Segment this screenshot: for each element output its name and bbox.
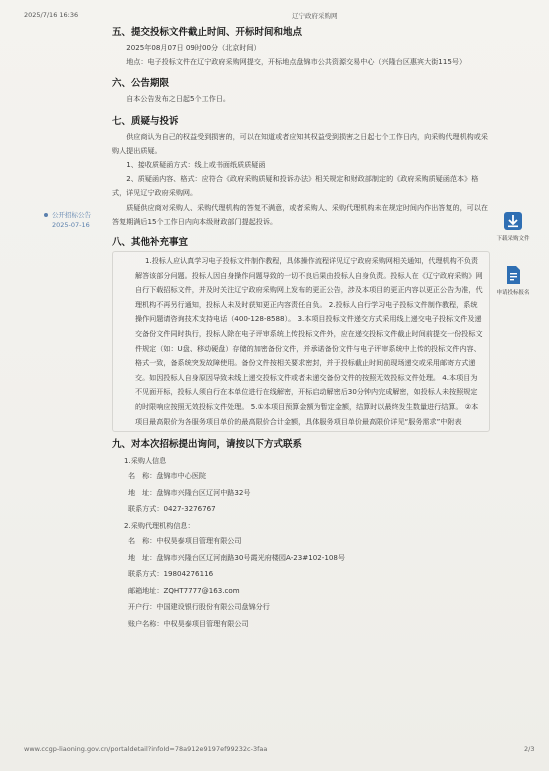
site-title: 辽宁政府采购网 xyxy=(292,12,338,20)
page-number: 2/3 xyxy=(524,745,535,753)
section-9-title: 九、对本次招标提出询问，请按以下方式联系 xyxy=(112,439,303,451)
agent-bank-row: 开户行：中国建设银行股份有限公司盘锦分行 xyxy=(128,599,490,616)
bullet-dot-icon xyxy=(44,213,48,217)
sidebar-announcement[interactable] xyxy=(44,210,91,230)
sidebar-date: 2025-07-16 xyxy=(52,221,90,229)
agent-account-name-row: 账户名称：中权昊泰项目管理有限公司 xyxy=(128,616,490,633)
sidebar-label: 公开招标公告 xyxy=(52,211,91,219)
agent-address-row: 地 址：盘锦市兴隆台区辽河南路30号霞光府楼园A-23#102-108号 xyxy=(128,550,490,567)
section-5-place: 地点：电子投标文件在辽宁政府采购网提交，开标地点盘锦市公共资源交易中心（兴隆台区惠宾大街115号） xyxy=(126,57,467,67)
download-file-label: 下载采购文件 xyxy=(496,236,530,242)
buyer-phone-row: 联系方式：0427-3276767 xyxy=(128,501,490,518)
agent-phone-row: 联系方式：19804276116 xyxy=(128,566,490,583)
download-file-button[interactable] xyxy=(483,210,543,242)
download-file-icon xyxy=(502,210,524,232)
supplementary-notes-box xyxy=(112,251,490,432)
page-url[interactable]: www.ccgp-liaoning.gov.cn/portaldetail?infoId=78a912e9197ef99232c-3faa xyxy=(24,745,268,753)
agent-email-row: 邮箱地址：ZQHT7777@163.com xyxy=(128,583,490,600)
agent-name-row: 名 称：中权昊泰项目管理有限公司 xyxy=(128,533,490,550)
announcement-content xyxy=(100,22,490,633)
section-8-title: 八、其他补充事宜 xyxy=(112,237,189,249)
buyer-name-row: 名 称：盘锦市中心医院 xyxy=(128,468,490,485)
section-7-paragraph-1: 供应商认为自己的权益受到损害的，可以在知道或者应知其权益受到损害之日起七个工作日内，向采购代理机构或采购人提出质疑。 xyxy=(112,131,488,155)
section-8-text: 1.投标人应认真学习电子投标文件制作教程，具体操作流程详见辽宁政府采购网相关通知，代理机构不负责解答该部分问题。投标人因自身操作问题导致的一切不良后果由投标人自身负责。投标人在《辽宁政府采购》网自行下载招标文件，并及时关注辽宁政府采购网上发布的更正公告，涉及本项目的更正内容以更正公告为准，代理机构不再另行通知，投标人未及时获知更正内容责任自负。 2.投标人自行学习电子投标文件制作教程，系统操作问题请咨询技术支持电话（400-128-8588）。 3.本项目投标文件递交方式采用线上递交电子投标文件及递交备份文件同时执行，投标人除在电子评审系统上传投标文件外，应在递交投标文件截止时间前提交一份投标文件规定（如：U盘、移动硬盘）存储的加密备份文件，并承诺备份文件与电子评审系统中上传的投标文件内容、格式一致，备系统突发故障使用。备份文件按相关要求密封，并于投标截止时间前现场递交或采用邮寄方式递交。如因投标人自身原因导致未线上递交投标文件或者未递交备份文件的按照无效投标文件处理。 4.本项目为不见面开标，投标人须自行在本单位进行在线解密，开标启动解密后30分钟内完成解密，如投标人未按照规定的时限响应按照无效投标文件处理。 5.①本项目预算金额为暂定金额，结算时以最终发生数量进行结算。 ②本项目最高限价为各服务项目单价的最高限价合计金额，具体服务项目单价最高限价详见“服务需求”中附表 xyxy=(135,256,483,426)
agent-name: 中权昊泰项目管理有限公司 xyxy=(156,535,242,545)
section-5-time: 2025年08月07日 09时00分（北京时间） xyxy=(126,43,261,52)
section-6-title: 六、公告期限 xyxy=(112,78,170,90)
agent-email[interactable]: ZQHT7777@163.com xyxy=(163,585,240,595)
agent-bank: 中国建设银行股份有限公司盘锦分行 xyxy=(156,602,270,612)
report-form-icon xyxy=(502,264,524,286)
section-6-text: 自本公告发布之日起5个工作日。 xyxy=(126,94,231,104)
buyer-heading: 1.采购人信息 xyxy=(124,456,167,466)
print-timestamp: 2025/7/16 16:36 xyxy=(24,11,79,19)
report-button[interactable] xyxy=(483,264,543,296)
buyer-address-row: 地 址：盘锦市兴隆台区辽河中路32号 xyxy=(128,485,490,502)
section-7-paragraph-3: 2、质疑函内容、格式：应符合《政府采购质疑和投诉办法》相关规定和财政部制定的《政府采购质疑函范本》格式，详见辽宁政府采购网。 xyxy=(112,174,479,198)
report-label: 申请投标报名 xyxy=(496,290,530,296)
agent-heading: 2.采购代理机构信息： xyxy=(124,520,195,530)
section-7-paragraph-4: 质疑供应商对采购人、采购代理机构的答复不满意，或者采购人、采购代理机构未在规定时间内作出答复的，可以在答复期满后15个工作日内向本级财政部门提起投诉。 xyxy=(112,202,488,226)
agent-address: 盘锦市兴隆台区辽河南路30号霞光府楼园A-23#102-108号 xyxy=(156,552,345,562)
agent-phone: 19804276116 xyxy=(163,569,214,579)
section-7-paragraph-2: 1、接收质疑函方式：线上或书面纸质质疑函 xyxy=(126,160,266,170)
section-7-title: 七、质疑与投诉 xyxy=(112,115,179,127)
buyer-phone: 0427-3276767 xyxy=(163,504,216,514)
buyer-name: 盘锦市中心医院 xyxy=(156,471,207,481)
agent-account-name: 中权昊泰项目管理有限公司 xyxy=(163,618,249,628)
buyer-address: 盘锦市兴隆台区辽河中路32号 xyxy=(156,487,251,497)
section-5-title: 五、提交投标文件截止时间、开标时间和地点 xyxy=(112,27,303,38)
